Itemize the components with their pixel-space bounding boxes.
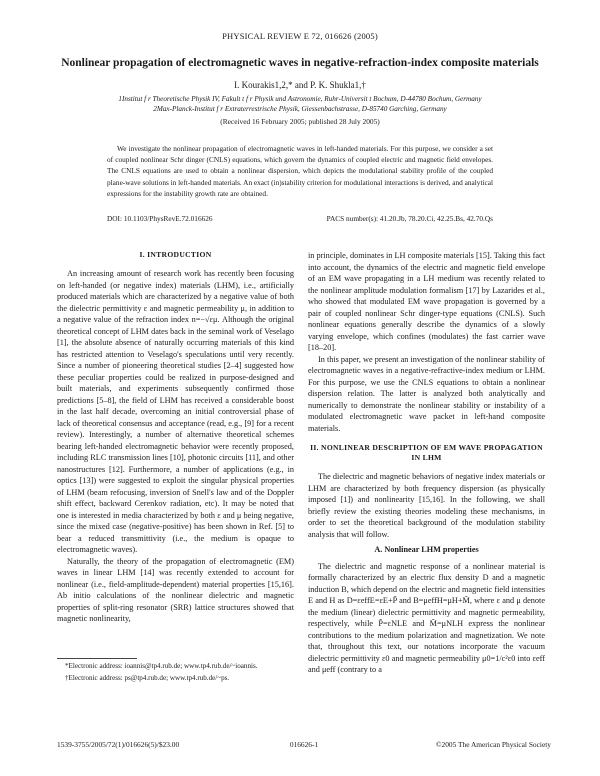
footer-copyright: ©2005 The American Physical Society — [435, 740, 551, 749]
abstract: We investigate the nonlinear propagation of electromagnetic waves in left-handed materials. For this purpose, we consider a set of coupled nonlinear Schr dinger (CNLS) equations, which govern the dynamics of coupled electric and magnetic field envelopes. The CNLS equations are used to obtain a nonlinear dispersion, which depicts the modulational stability profile of the coupled plane-wave solutions in left-handed materials. An exact (in)stability criterion for modulational interactions is derived, and analytical expressions for the instability growth rate are obtained. — [107, 144, 494, 198]
affiliation-1: 1Institut f r Theoretische Physik IV, Fakult t f r Physik und Astronomie, Ruhr-Universit t Bochum, D-44780 Bochum, Germany — [118, 95, 482, 103]
intro-paragraph-2: Naturally, the theory of the propagation of electromagnetic (EM) waves in linear LHM [14] was recently extended to account for nonlinear (i.e., field-amplitude-dependent) material properties [15,16]. Ab initio calculations of the nonlinear dielectric and magnetic properties of split-ring resonator (SRR) lattice structures showed that magnetic nonlinearity, — [57, 556, 294, 623]
author-list: I. Kourakis1,2,* and P. K. Shukla1,† — [234, 80, 366, 90]
footnote-1: *Electronic address: ioannis@tp4.rub.de; www.tp4.rub.de/~ioannis. — [65, 662, 258, 670]
section-heading-2: II. NONLINEAR DESCRIPTION OF EM WAVE PROPAGATION IN LHM — [310, 443, 543, 462]
intro-paragraph-1: An increasing amount of research work has recently been focusing on left-handed (or negative index) materials (LHM), i.e., artificially produced materials which are characterized by a negative value of both the dielectric permittivity ε and magnetic permeability μ, in addition to a negative value of the refraction index n=−√εμ. Although the original theoretical concept of LHM dates back in the seminal work of Veselago [1], the absolute absence of naturally occurring materials of this kind has restricted attention to Veselago's speculations until very recently. Since a number of pioneering theoretical studies [2–4] suggested how these peculiar properties could be realized in purpose-designed and built materials, and experiments subsequently confirmed those predictions [5–8], the field of LHM has received a considerable boost in the last half decade, overcoming an initial controversial phase of lack of theoretical consensus and acceptance (read, e.g., [9] for a recent review). Interestingly, a number of alternative theoretical schemes bearing left-handed electromagnetic behavior were recently proposed, including RLC transmission lines [10], photonic circuits [11], and other nanostructures [12]. Furthermore, a number of applications (e.g., in optics [13]) were suggested to exploit the singular physical properties of LHM (beam refocusing, inversion of Snell's law and of the Doppler shift effect, backward Cerenkov radiation, etc). It may be noted that one is interested in media characterized by both ε and μ being negative, since the mixed case (negative-positive) has been shown in Ref. [5] to bear a reduced transmittivity (i.e., the medium is opaque to electromagnetic waves). — [57, 269, 294, 554]
section-heading-intro: I. INTRODUCTION — [139, 250, 212, 259]
left-column — [57, 250, 294, 625]
intro-paragraph-continued: in principle, dominates in LH composite materials [15]. Taking this fact into account, the dynamics of the electric and magnetic field envelope of an EM wave propagating in a LH medium was recently related to the nonlinear amplitude modulation formalism [17] by Lazarides et al., who showed that modulated EM wave propagation is governed by a pair of coupled nonlinear Schr dinger-type equations (CNLS). Such nonlinear equations generally describe the dynamics of a slowly varying envelope, which confines (modulates) the fast carrier wave [18–20]. — [308, 251, 545, 352]
intro-paragraph-3: In this paper, we present an investigation of the nonlinear stability of electromagnetic waves in a negative-refractive-index medium or LHM. For this purpose, we use the CNLS equations to obtain a nonlinear dispersion relation. The latter is analyzed both analytically and numerically to demonstrate the nonlinear stability or instability of a modulated electromagnetic wave packet in left-hand composite materials. — [308, 354, 545, 433]
footnote-2: †Electronic address: ps@tp4.rub.de; www.tp4.rub.de/~ps. — [65, 674, 230, 682]
affiliation-2: 2Max-Planck-Institut f r Extraterrestrische Physik, Giessenbachstrasse, D-85740 Garching, Germany — [153, 105, 447, 113]
footnote-divider — [57, 658, 137, 659]
subsection-heading-a: A. Nonlinear LHM properties — [374, 545, 479, 554]
doi-link[interactable]: DOI: 10.1103/PhysRevE.72.016626 — [107, 214, 213, 223]
doi-line — [107, 214, 493, 223]
subsection-a-paragraph-1: The dielectric and magnetic response of a nonlinear material is formally characterized by an electric flux density D and a magnetic induction B, which depend on the electric and magnetic field intensities E and H as D=εeffE=εE+P̃ and B=μeffH=μH+M̃, where ε and μ denote the medium (linear) dielectric permittivity and magnetic permeability, respectively, while P̃=εNLE and M̃=μNLH express the nonlinear contributions to the medium polarization and magnetization. We note that, throughout this text, our notations incorporate the vacuum dielectric permittivity ε0 and magnetic permeability μ0=1/c²ε0 into εeff and μeff (contrary to a — [308, 561, 545, 674]
received-date: (Received 16 February 2005; published 28 July 2005) — [220, 117, 380, 126]
paper-title: Nonlinear propagation of electromagnetic waves in negative-refraction-index composite materials — [61, 57, 539, 69]
footnotes — [57, 661, 294, 685]
right-column — [308, 250, 545, 676]
footer-issn: 1539-3755/2005/72(1)/016626(5)/$23.00 — [57, 740, 180, 749]
pacs-numbers: PACS number(s): 41.20.Jb, 78.20.Ci, 42.25.Bs, 42.70.Qs — [326, 214, 493, 223]
footer-page-number: 016626-1 — [289, 740, 319, 749]
section-2-paragraph-1: The dielectric and magnetic behaviors of negative index materials or LHM are characterized by both frequency dispersion (as physically imposed [1]) and nonlinearity [15,16]. In the following, we shall briefly review the existing theories modeling these mechanisms, in order to set the theoretical background of the modulation stability analysis that will follow. — [308, 472, 545, 539]
running-head: PHYSICAL REVIEW E 72, 016626 (2005) — [222, 31, 378, 41]
